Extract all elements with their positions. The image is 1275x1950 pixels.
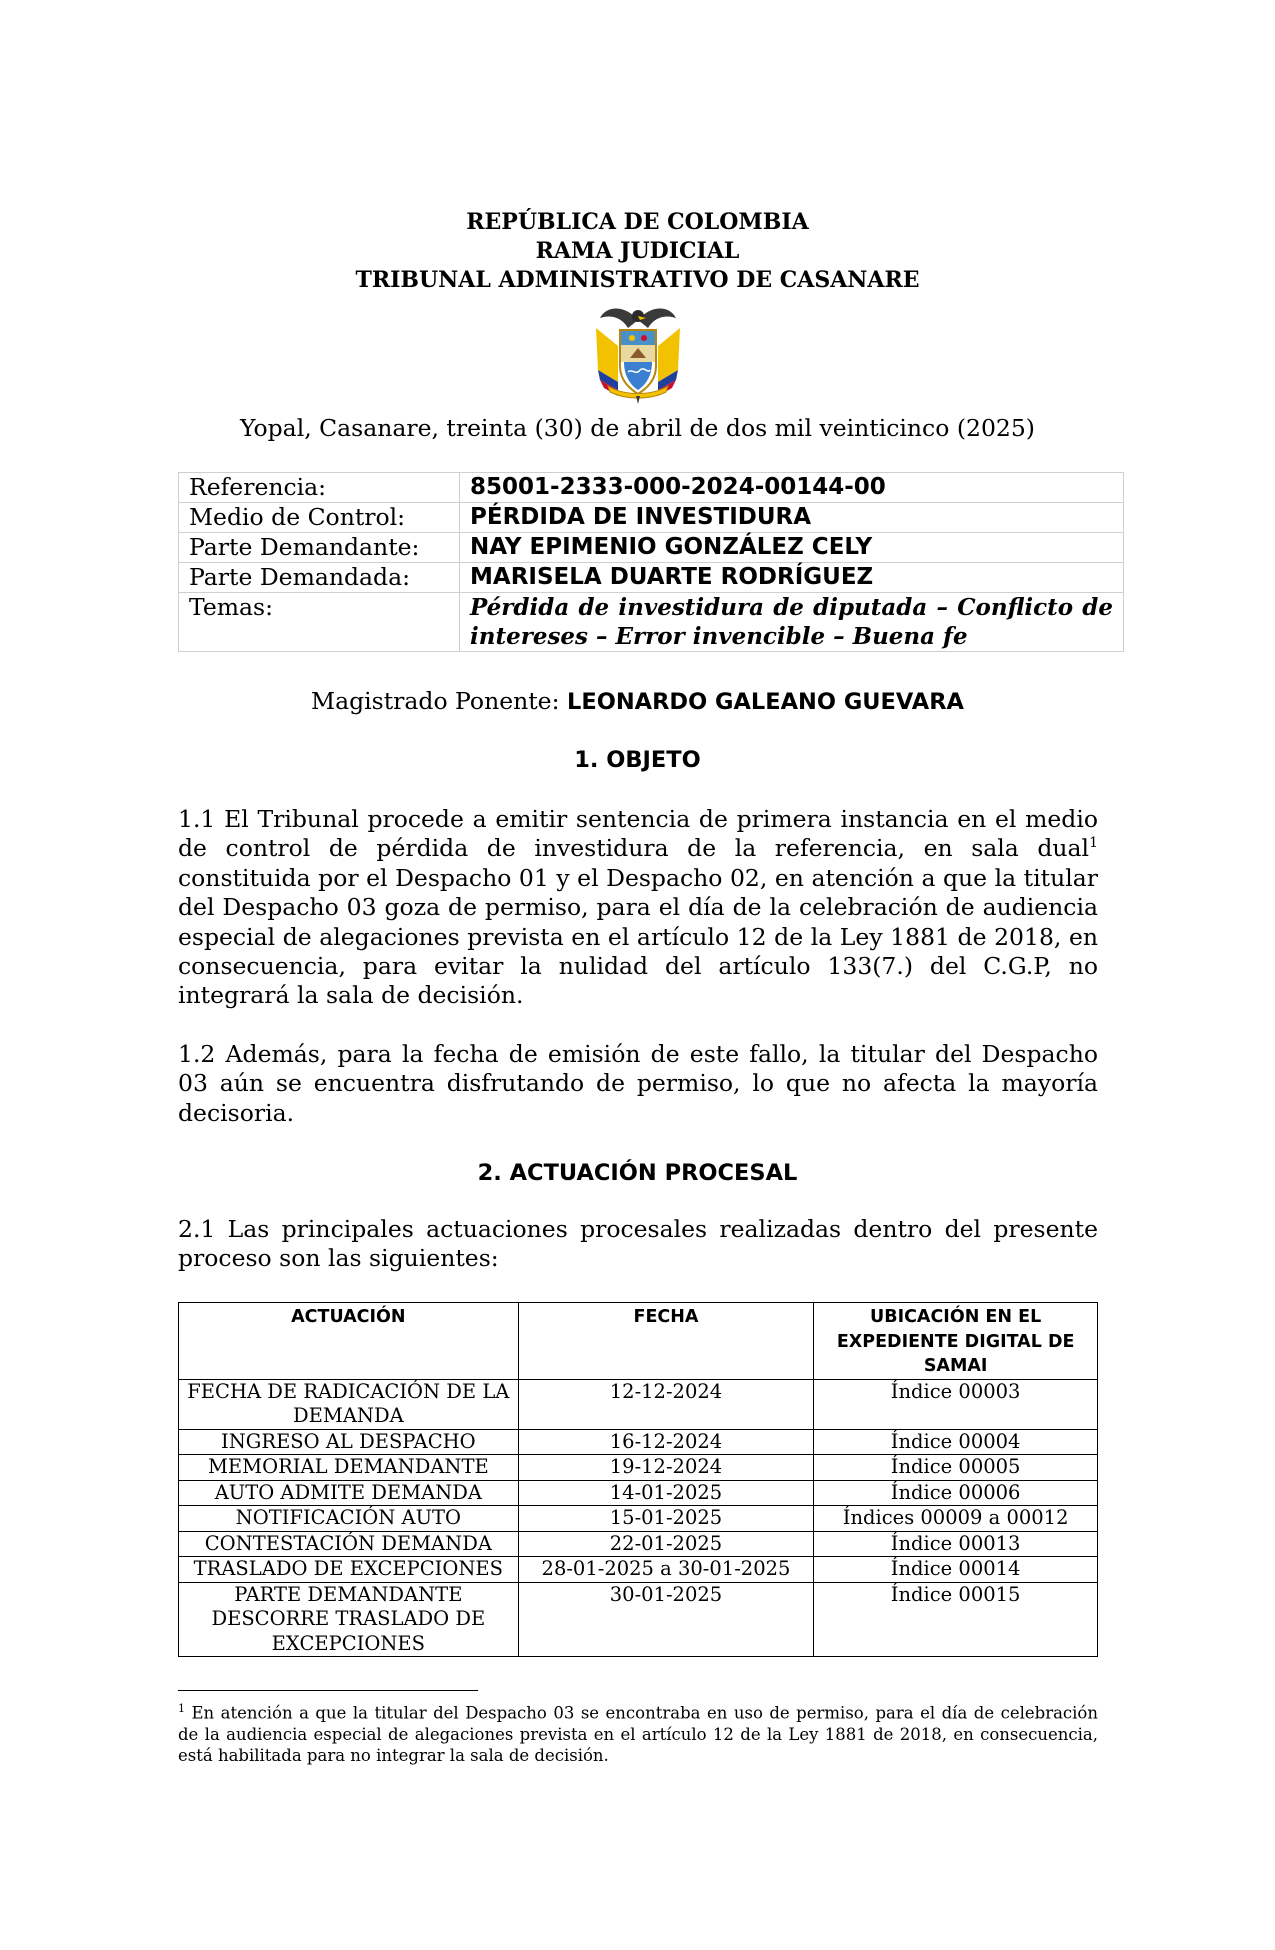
footnote	[178, 1698, 1098, 1766]
reference-label: Temas:	[179, 593, 460, 652]
table-cell: Índice 00004	[814, 1429, 1098, 1455]
table-cell: 15-01-2025	[518, 1506, 814, 1532]
table-cell: 30-01-2025	[518, 1582, 814, 1657]
header-court: TRIBUNAL ADMINISTRATIVO DE CASANARE	[355, 267, 920, 293]
table-cell: Índice 00003	[814, 1379, 1098, 1429]
column-header: FECHA	[518, 1303, 814, 1380]
actuaciones-table	[178, 1302, 1098, 1657]
table-row	[179, 1506, 1098, 1532]
table-cell: CONTESTACIÓN DEMANDA	[179, 1531, 519, 1557]
paragraph-1-1	[178, 805, 1098, 1011]
magistrate-name: LEONARDO GALEANO GUEVARA	[566, 689, 964, 715]
reference-row	[179, 503, 1124, 533]
reference-row	[179, 563, 1124, 593]
reference-row	[179, 473, 1124, 503]
table-cell: 16-12-2024	[518, 1429, 814, 1455]
table-row	[179, 1429, 1098, 1455]
column-header: UBICACIÓN EN EL EXPEDIENTE DIGITAL DE SAMAI	[814, 1303, 1098, 1380]
table-cell: 28-01-2025 a 30-01-2025	[518, 1557, 814, 1583]
table-cell: NOTIFICACIÓN AUTO	[179, 1506, 519, 1532]
table-cell: Índice 00014	[814, 1557, 1098, 1583]
table-cell: AUTO ADMITE DEMANDA	[179, 1480, 519, 1506]
table-header-row	[179, 1303, 1098, 1380]
coat-of-arms-icon	[588, 300, 688, 404]
table-cell: INGRESO AL DESPACHO	[179, 1429, 519, 1455]
footnote-text: En atención a que la titular del Despacho 03 se encontraba en uso de permiso, para el día de celebración de la audiencia especial de alegaciones prevista en el artículo 12 de la Ley 1881 de 2018, en consecuencia, está habilitada para no integrar la sala de decisión.	[178, 1703, 1098, 1765]
table-cell: Índice 00005	[814, 1455, 1098, 1481]
date-line: Yopal, Casanare, treinta (30) de abril de dos mil veinticinco (2025)	[240, 414, 1035, 442]
table-cell: TRASLADO DE EXCEPCIONES	[179, 1557, 519, 1583]
footnote-number: 1	[178, 1702, 185, 1715]
reference-value: NAY EPIMENIO GONZÁLEZ CELY	[460, 533, 1124, 563]
reference-row	[179, 593, 1124, 652]
magistrate-label: Magistrado Ponente:	[311, 687, 567, 715]
reference-value: MARISELA DUARTE RODRÍGUEZ	[460, 563, 1124, 593]
paragraph-2-1: 2.1 Las principales actuaciones procesales realizadas dentro del presente proceso son las siguientes:	[178, 1215, 1098, 1273]
table-cell: Índices 00009 a 00012	[814, 1506, 1098, 1532]
reference-label: Referencia:	[179, 473, 460, 503]
table-row	[179, 1379, 1098, 1429]
column-header: ACTUACIÓN	[179, 1303, 519, 1380]
table-cell: 12-12-2024	[518, 1379, 814, 1429]
table-cell: 22-01-2025	[518, 1531, 814, 1557]
reference-label: Medio de Control:	[179, 503, 460, 533]
table-cell: MEMORIAL DEMANDANTE	[179, 1455, 519, 1481]
table-row	[179, 1557, 1098, 1583]
footnote-separator	[178, 1690, 478, 1691]
table-cell: Índice 00006	[814, 1480, 1098, 1506]
reference-table	[178, 472, 1124, 652]
table-row	[179, 1455, 1098, 1481]
table-cell: PARTE DEMANDANTE DESCORRE TRASLADO DE EXCEPCIONES	[179, 1582, 519, 1657]
table-row	[179, 1582, 1098, 1657]
table-cell: FECHA DE RADICACIÓN DE LA DEMANDA	[179, 1379, 519, 1429]
paragraph-1-2: 1.2 Además, para la fecha de emisión de este fallo, la titular del Despacho 03 aún se encuentra disfrutando de permiso, lo que no afecta la mayoría decisoria.	[178, 1040, 1098, 1127]
paragraph-text: constituida por el Despacho 01 y el Despacho 02, en atención a que la titular del Despacho 03 goza de permiso, para el día de la celebración de audiencia especial de alegaciones prevista en el artículo 12 de la Ley 1881 de 2018, en consecuencia, para evitar la nulidad del artículo 133(7.) del C.G.P, no integrará la sala de decisión.	[178, 863, 1098, 1010]
section-title-actuacion: 2. ACTUACIÓN PROCESAL	[477, 1160, 798, 1186]
table-cell: 19-12-2024	[518, 1455, 814, 1481]
table-row	[179, 1531, 1098, 1557]
header-country: REPÚBLICA DE COLOMBIA	[466, 209, 809, 235]
table-cell: Índice 00015	[814, 1582, 1098, 1657]
table-row	[179, 1480, 1098, 1506]
section-title-objeto: 1. OBJETO	[574, 747, 701, 773]
footnote-reference: 1	[1089, 835, 1098, 852]
reference-label: Parte Demandante:	[179, 533, 460, 563]
paragraph-text: 1.1 El Tribunal procede a emitir sentencia de primera instancia en el medio de control de pérdida de investidura de la referencia, en sala dual	[178, 805, 1098, 863]
table-cell: Índice 00013	[814, 1531, 1098, 1557]
table-cell: 14-01-2025	[518, 1480, 814, 1506]
reference-value: PÉRDIDA DE INVESTIDURA	[460, 503, 1124, 533]
reference-value: 85001-2333-000-2024-00144-00	[460, 473, 1124, 503]
magistrate-line	[0, 686, 1275, 717]
reference-label: Parte Demandada:	[179, 563, 460, 593]
reference-value: Pérdida de investidura de diputada – Conflicto de intereses – Error invencible – Buena fe	[460, 593, 1124, 652]
header-branch: RAMA JUDICIAL	[535, 238, 740, 264]
reference-row	[179, 533, 1124, 563]
